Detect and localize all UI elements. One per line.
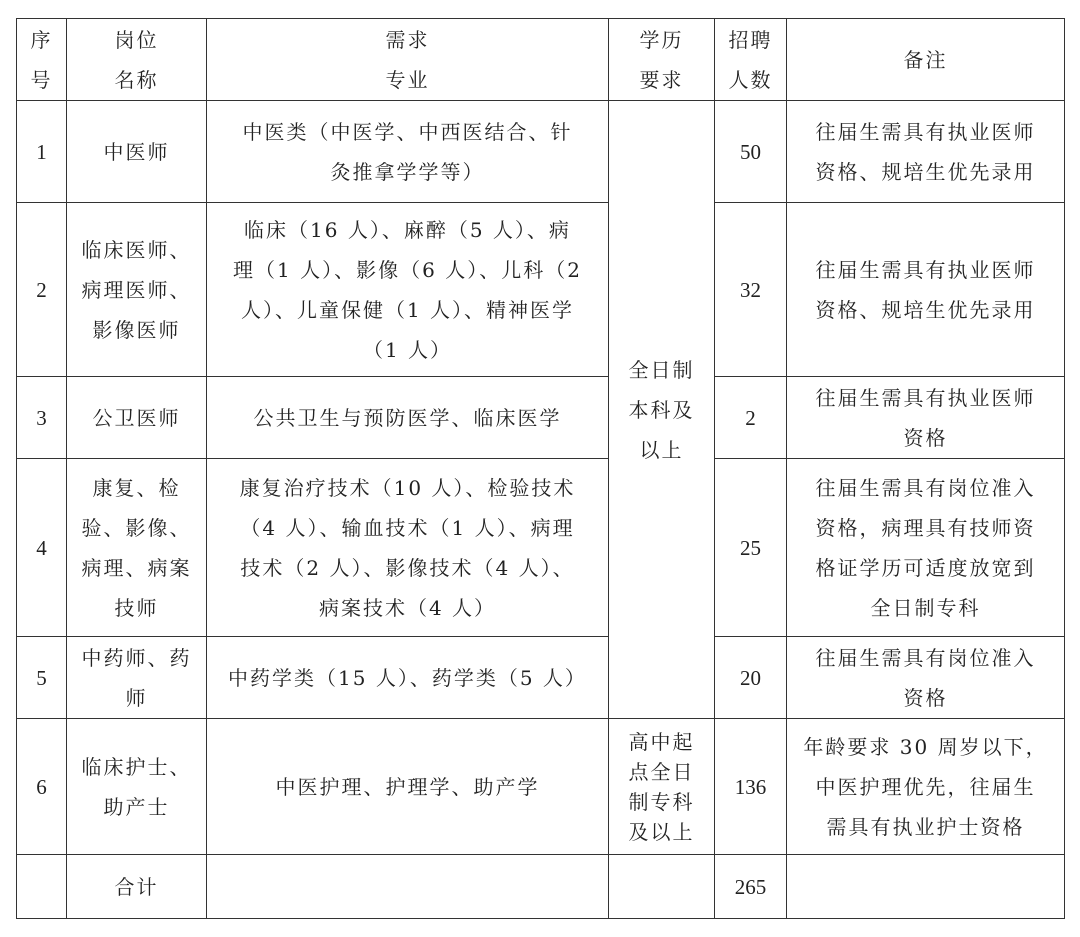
table-row: [17, 101, 1065, 203]
header-position: 岗位 名称: [67, 19, 207, 101]
cell-position: 康复、检 验、影像、 病理、病案 技师: [67, 459, 207, 637]
cell-count: 2: [715, 377, 787, 459]
table-row: [17, 459, 1065, 637]
cell-major: 中医类（中医学、中西医结合、针 灸推拿学学等）: [207, 101, 609, 203]
total-education: [609, 855, 715, 919]
cell-no: 2: [17, 203, 67, 377]
cell-note: 往届生需具有执业医师 资格、规培生优先录用: [787, 203, 1065, 377]
cell-no: 4: [17, 459, 67, 637]
cell-position: 临床医师、 病理医师、 影像医师: [67, 203, 207, 377]
cell-no: 5: [17, 637, 67, 719]
cell-note: 往届生需具有执业医师 资格、规培生优先录用: [787, 101, 1065, 203]
cell-position: 公卫医师: [67, 377, 207, 459]
table-row: [17, 377, 1065, 459]
table-row: [17, 719, 1065, 855]
header-no: 序 号: [17, 19, 67, 101]
cell-note: 往届生需具有岗位准入 资格，病理具有技师资 格证学历可适度放宽到 全日制专科: [787, 459, 1065, 637]
recruitment-table-container: [16, 18, 1065, 919]
header-row: [17, 19, 1065, 101]
cell-education-merged: 全日制 本科及 以上: [609, 101, 715, 719]
cell-no: 1: [17, 101, 67, 203]
cell-count: 25: [715, 459, 787, 637]
cell-major: 公共卫生与预防医学、临床医学: [207, 377, 609, 459]
header-major: 需求 专业: [207, 19, 609, 101]
header-note: 备注: [787, 19, 1065, 101]
cell-major: 中药学类（15 人）、药学类（5 人）: [207, 637, 609, 719]
cell-note: 往届生需具有执业医师 资格: [787, 377, 1065, 459]
total-no: [17, 855, 67, 919]
total-row: [17, 855, 1065, 919]
header-count: 招聘 人数: [715, 19, 787, 101]
total-label: 合计: [67, 855, 207, 919]
cell-count: 136: [715, 719, 787, 855]
cell-major: 中医护理、护理学、助产学: [207, 719, 609, 855]
cell-position: 临床护士、 助产士: [67, 719, 207, 855]
total-major: [207, 855, 609, 919]
cell-major: 康复治疗技术（10 人）、检验技术 （4 人）、输血技术（1 人）、病理 技术（2 人）、影像技术（4 人）、 病案技术（4 人）: [207, 459, 609, 637]
cell-major: 临床（16 人）、麻醉（5 人）、病 理（1 人）、影像（6 人）、儿科（2 人）、儿童保健（1 人）、精神医学 （1 人）: [207, 203, 609, 377]
table-row: [17, 203, 1065, 377]
cell-education: 高中起 点全日 制专科 及以上: [609, 719, 715, 855]
cell-note: 年龄要求 30 周岁以下， 中医护理优先，往届生 需具有执业护士资格: [787, 719, 1065, 855]
cell-position: 中医师: [67, 101, 207, 203]
cell-count: 32: [715, 203, 787, 377]
cell-note: 往届生需具有岗位准入 资格: [787, 637, 1065, 719]
recruitment-table: [16, 18, 1065, 919]
header-education: 学历 要求: [609, 19, 715, 101]
total-count: 265: [715, 855, 787, 919]
cell-count: 20: [715, 637, 787, 719]
cell-no: 3: [17, 377, 67, 459]
total-note: [787, 855, 1065, 919]
cell-count: 50: [715, 101, 787, 203]
cell-no: 6: [17, 719, 67, 855]
cell-position: 中药师、药 师: [67, 637, 207, 719]
table-row: [17, 637, 1065, 719]
